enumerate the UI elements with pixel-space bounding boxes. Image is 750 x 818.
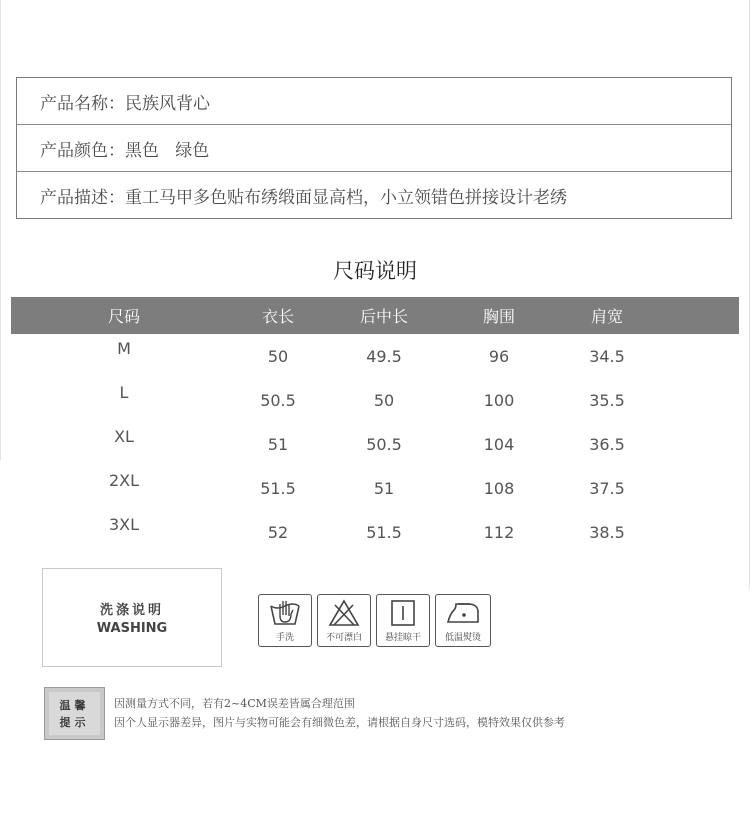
empty-cell <box>665 510 739 554</box>
tips-badge-line2: 提示 <box>59 715 90 729</box>
back-length-cell: 51.5 <box>366 522 402 542</box>
back-length-cell: 51 <box>373 478 395 498</box>
tips-badge-inner <box>49 692 100 735</box>
washing-title-en: WASHING <box>96 621 168 636</box>
size-table <box>11 297 739 554</box>
table-row <box>11 378 739 422</box>
shoulder-cell: 36.5 <box>589 434 625 454</box>
length-cell: 51.5 <box>260 478 296 498</box>
no-bleach-label: 不可漂白 <box>325 633 362 643</box>
washing-title-cn: 洗涤说明 <box>99 603 164 618</box>
product-color-label: 产品颜色： <box>40 140 125 161</box>
bust-cell: 108 <box>483 478 515 498</box>
product-name-label: 产品名称： <box>40 93 125 114</box>
empty-cell <box>665 378 739 422</box>
tips-line: 因测量方式不同，若有2~4CM误差皆属合理范围 <box>114 697 355 710</box>
product-name-value: 民族风背心 <box>125 93 210 114</box>
tips-badge-line1: 温馨 <box>59 698 90 712</box>
hand-wash-card <box>258 594 312 647</box>
size-cell: M <box>117 339 131 358</box>
header-length: 衣长 <box>237 297 319 334</box>
low-iron-label: 低温熨烫 <box>444 633 481 643</box>
table-row <box>11 334 739 378</box>
length-cell: 50.5 <box>260 390 296 410</box>
product-info-box <box>16 77 732 219</box>
tips-text <box>114 694 565 732</box>
hang-dry-icon <box>385 598 421 628</box>
shoulder-cell: 35.5 <box>589 390 625 410</box>
shoulder-cell: 37.5 <box>589 478 625 498</box>
no-bleach-card <box>317 594 371 647</box>
header-bust: 胸围 <box>449 297 549 334</box>
hang-dry-card <box>376 594 430 647</box>
low-iron-card <box>435 594 491 647</box>
empty-cell <box>665 334 739 378</box>
header-shoulder: 肩宽 <box>549 297 665 334</box>
table-row <box>11 510 739 554</box>
product-color-value: 黑色 绿色 <box>125 140 210 161</box>
bust-cell: 96 <box>488 346 510 366</box>
header-size: 尺码 <box>11 297 237 334</box>
size-cell: XL <box>114 427 134 446</box>
tips-badge <box>44 687 105 740</box>
size-cell: 2XL <box>108 471 140 490</box>
no-bleach-icon <box>326 598 362 628</box>
back-length-cell: 50.5 <box>366 434 402 454</box>
care-icon-list <box>258 594 491 647</box>
header-blank <box>665 297 739 334</box>
low-iron-icon <box>444 598 482 628</box>
empty-cell <box>665 422 739 466</box>
washing-title-box <box>42 568 222 667</box>
product-description-row <box>17 172 731 219</box>
tips-line: 因个人显示器差异，图片与实物可能会有细微色差，请根据自身尺寸选码，模特效果仅供参考 <box>114 716 565 729</box>
size-table-header <box>11 297 739 334</box>
bust-cell: 100 <box>483 390 515 410</box>
hang-dry-label: 悬挂晾干 <box>384 633 421 643</box>
table-row <box>11 466 739 510</box>
back-length-cell: 49.5 <box>366 346 402 366</box>
left-edge-line <box>0 0 1 460</box>
empty-cell <box>665 466 739 510</box>
shoulder-cell: 34.5 <box>589 346 625 366</box>
product-description-value: 重工马甲多色贴布绣缎面显高档，小立领错色拼接设计老绣 <box>125 188 567 208</box>
length-cell: 52 <box>267 522 289 542</box>
length-cell: 51 <box>267 434 289 454</box>
length-cell: 50 <box>267 346 289 366</box>
hand-wash-icon <box>267 598 303 628</box>
shoulder-cell: 38.5 <box>589 522 625 542</box>
product-name-row <box>17 78 731 125</box>
table-row <box>11 422 739 466</box>
bust-cell: 112 <box>483 522 515 542</box>
product-color-row <box>17 125 731 172</box>
header-back-length: 后中长 <box>319 297 449 334</box>
back-length-cell: 50 <box>373 390 395 410</box>
size-chart-title: 尺码说明 <box>333 259 417 283</box>
hand-wash-label: 手洗 <box>275 633 294 643</box>
product-description-label: 产品描述： <box>40 188 125 208</box>
bust-cell: 104 <box>483 434 515 454</box>
size-cell: 3XL <box>108 515 140 534</box>
size-cell: L <box>119 383 129 402</box>
